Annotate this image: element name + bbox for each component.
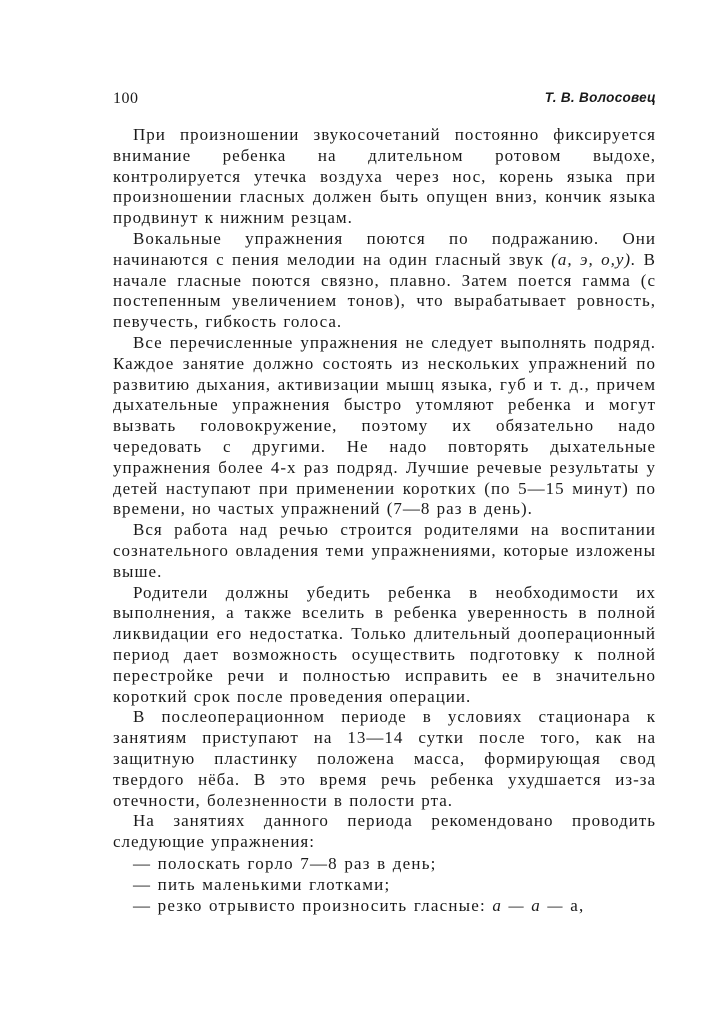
list-item [113, 895, 656, 916]
list-item: — пить маленькими глотками; [133, 874, 391, 894]
paragraph-exercise-schedule: Все перечисленные упражнения не следует выполнять подряд. Каждое занятие должно состоять из нескольких упражнений по развитию дыхания, активизации мышц языка, губ и т. д., причем дыхательные упражнения быстро утомляют ребенка и могут вызвать головокружение, поэтому их обязательно надо чередовать с другими. Не надо повторять дыхательные упражнения более 4-х раз подряд. Лучшие речевые результаты у детей наступают при применении коротких (по 5—15 минут) по времени, но частых упражнений (7—8 раз в день). [113, 332, 656, 519]
vowel-sequence: а — а — [492, 895, 564, 915]
paragraph-articulation: При произношении звукосочетаний постоянно фиксируется внимание ребенка на длительном ротовом выдохе, контролируется утечка воздуха через нос, корень языка при произношении гласных должен быть опущен вниз, кончик языка продвинут к нижним резцам. [113, 125, 656, 228]
paragraph-text-part: Вокальные упражнения поются по подражанию. Они начинаются с пения мелодии на один гласный звук [113, 228, 656, 269]
page-number: 100 [113, 90, 139, 107]
paragraph-vocal-exercises [113, 229, 656, 333]
exercise-list [113, 853, 656, 916]
paragraph-postoperative: В послеоперационном периоде в условиях стационара к занятиям приступают на 13—14 сутки после того, как на защитную пластинку положена масса, формирующая свод твердого нёба. В это время речь ребенка ухудшается из-за отечности, болезненности в полости рта. [113, 707, 656, 810]
body-text [113, 125, 656, 916]
list-item-text: — резко отрывисто произносить гласные: [133, 895, 493, 915]
page-header [113, 90, 656, 112]
paragraph-text-part: В начале гласные поются связно, плавно. Затем поется гамма (с постепенным увеличением тонов), что вырабатывает ровность, певучесть, гибкость голоса. [113, 249, 656, 332]
paragraph-parents-work: Вся работа над речью строится родителями на воспитании сознательного овладения теми упражнениями, которые изложены выше. [113, 520, 656, 581]
paragraph-exercises-intro: На занятиях данного периода рекомендовано проводить следующие упражнения: [113, 811, 656, 852]
running-head-author: Т. В. Волосовец [544, 90, 656, 105]
vowel-list: (а, э, о,у). [551, 249, 637, 269]
list-item: — полоскать горло 7—8 раз в день; [133, 853, 437, 873]
paragraph-parents-motivation: Родители должны убедить ребенка в необходимости их выполнения, а также вселить в ребенка уверенность в полной ликвидации его недостатка. Только длительный дооперационный период дает возможность осуществить подготовку к полной перестройке речи и полностью исправить ее в значительно короткий срок после проведения операции. [113, 582, 656, 706]
list-item-text: а, [563, 895, 585, 915]
